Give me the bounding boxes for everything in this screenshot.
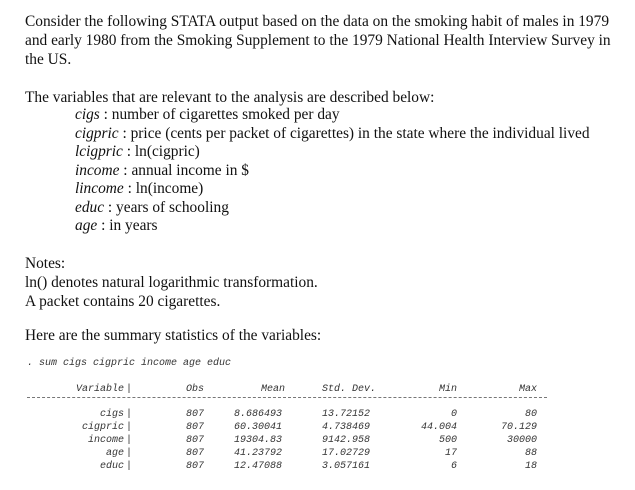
row-std-dev: 3.057161 xyxy=(322,461,371,472)
variable-item xyxy=(75,162,590,181)
variable-description: number of cigarettes smoked per day xyxy=(111,106,340,123)
header-obs: Obs xyxy=(186,384,205,395)
row-std-dev: 4.738469 xyxy=(322,422,371,433)
variable-list xyxy=(75,106,590,236)
row-std-dev: 17.02729 xyxy=(322,448,371,459)
row-obs: 807 xyxy=(186,461,205,472)
variable-name: age xyxy=(75,217,98,234)
intro-paragraph: Consider the following STATA output based on the data on the smoking habit of males in 1979 and early 1980 from the Smoking Supplement to the 1979 National Health Interview Survey in the US. xyxy=(25,13,611,68)
row-separator: | xyxy=(126,409,133,420)
variable-description: in years xyxy=(109,217,158,234)
variable-name: educ xyxy=(75,198,105,216)
variable-description: annual income in $ xyxy=(131,161,249,179)
row-variable: cigpric xyxy=(81,422,124,433)
row-separator: | xyxy=(126,435,133,446)
row-obs: 807 xyxy=(186,409,205,420)
variable-item xyxy=(75,180,590,199)
row-separator: | xyxy=(126,448,133,459)
header-min: Min xyxy=(438,384,457,395)
notes-section xyxy=(25,254,318,311)
row-max: 30000 xyxy=(506,435,537,446)
variable-description: years of schooling xyxy=(116,198,229,216)
table-row xyxy=(0,435,635,448)
variable-separator: : xyxy=(122,143,135,160)
table-row xyxy=(0,409,635,422)
variables-heading: The variables that are relevant to the analysis are described below: xyxy=(25,89,435,106)
header-mean: Mean xyxy=(261,384,286,395)
row-obs: 807 xyxy=(186,422,205,433)
table-row xyxy=(0,461,635,474)
variable-description: price (cents per packet of cigarettes) in the state where the individual lived xyxy=(130,124,590,142)
row-max: 80 xyxy=(524,409,537,420)
row-variable: cigs xyxy=(99,409,124,420)
row-mean: 12.47088 xyxy=(234,461,283,472)
header-max: Max xyxy=(518,384,537,395)
variable-item xyxy=(75,217,590,236)
variable-name: cigpric xyxy=(75,124,119,142)
stata-table-body xyxy=(0,409,635,474)
row-max: 70.129 xyxy=(500,422,537,433)
table-row xyxy=(0,448,635,461)
stata-command: . sum cigs cigpric income age educ xyxy=(27,358,232,369)
variable-item xyxy=(75,199,590,218)
variable-description: ln(income) xyxy=(135,180,204,197)
variable-separator: : xyxy=(104,198,117,216)
table-row xyxy=(0,422,635,435)
row-obs: 807 xyxy=(186,435,205,446)
row-max: 18 xyxy=(524,461,537,472)
row-min: 17 xyxy=(444,448,457,459)
variable-item xyxy=(75,143,590,162)
row-mean: 8.686493 xyxy=(234,409,283,420)
header-variable: Variable xyxy=(75,384,124,395)
row-min: 500 xyxy=(438,435,457,446)
row-variable: educ xyxy=(99,461,124,472)
header-separator: | xyxy=(126,384,133,395)
stata-table-header xyxy=(0,384,635,398)
variable-name: lincome xyxy=(75,180,124,197)
row-variable: income xyxy=(87,435,124,446)
note-line: ln() denotes natural logarithmic transformation. xyxy=(25,274,318,291)
row-mean: 60.30041 xyxy=(234,422,283,433)
row-std-dev: 9142.958 xyxy=(322,435,371,446)
row-max: 88 xyxy=(524,448,537,459)
variable-separator: : xyxy=(118,124,131,142)
row-separator: | xyxy=(126,461,133,472)
note-line: A packet contains 20 cigarettes. xyxy=(25,293,221,310)
notes-heading: Notes: xyxy=(25,255,66,272)
variable-item xyxy=(75,125,590,144)
row-mean: 41.23792 xyxy=(234,448,283,459)
variable-name: income xyxy=(75,161,120,179)
row-std-dev: 13.72152 xyxy=(322,409,371,420)
row-variable: age xyxy=(105,448,124,459)
row-mean: 19304.83 xyxy=(234,435,283,446)
variable-separator: : xyxy=(97,217,110,234)
table-divider xyxy=(27,397,547,398)
variable-separator: : xyxy=(99,106,112,123)
variable-name: lcigpric xyxy=(75,143,123,160)
row-min: 6 xyxy=(450,461,457,472)
variable-description: ln(cigpric) xyxy=(134,143,200,160)
summary-heading: Here are the summary statistics of the variables: xyxy=(25,327,322,344)
variable-item xyxy=(75,106,590,125)
row-min: 0 xyxy=(450,409,457,420)
variable-name: cigs xyxy=(75,106,100,123)
row-min: 44.004 xyxy=(420,422,457,433)
row-separator: | xyxy=(126,422,133,433)
header-std-dev: Std. Dev. xyxy=(322,384,377,395)
variable-separator: : xyxy=(123,180,136,197)
variable-separator: : xyxy=(119,161,132,179)
row-obs: 807 xyxy=(186,448,205,459)
